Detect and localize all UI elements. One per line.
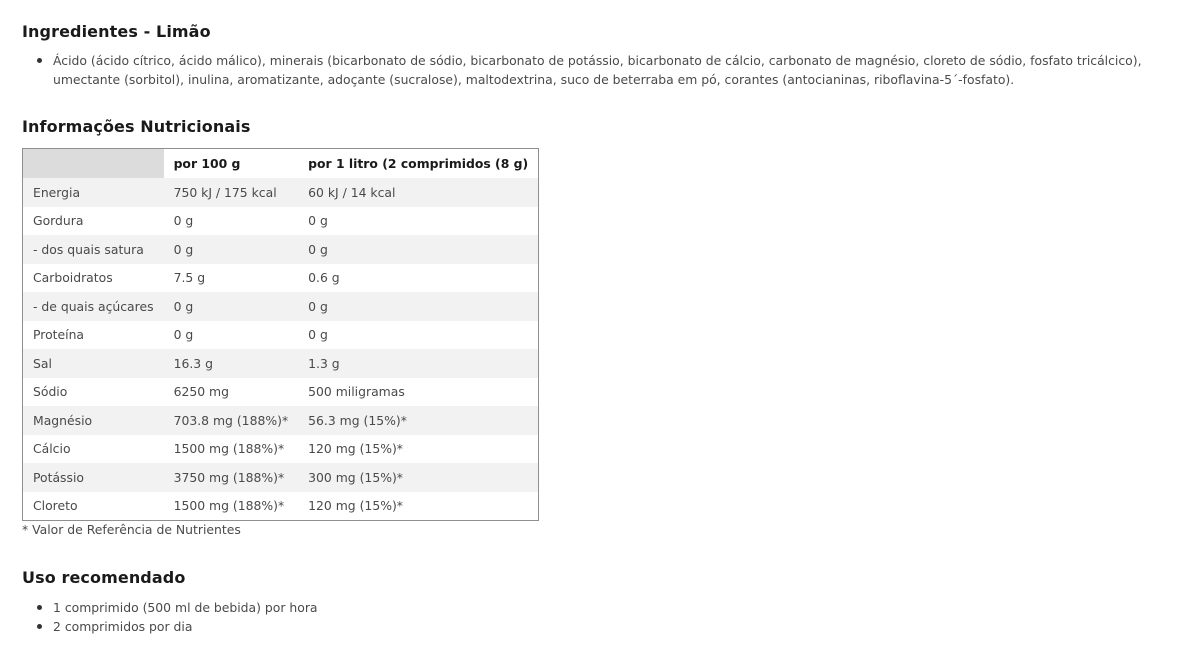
nutrient-per-100g: 6250 mg (164, 378, 299, 407)
usage-list-item: 1 comprimido (500 ml de bebida) por hora (53, 600, 318, 615)
ingredients-list-item: Ácido (ácido cítrico, ácido málico), minerais (bicarbonato de sódio, bicarbonato de potássio, bicarbonato de cálcio, carbonato de magnésio, cloreto de sódio, fosfato tricálcico), umectante (sorbitol), inulina, aromatizante, adoçante (sucralose), maltodextrina, suco de beterraba em pó, corantes (antocianinas, riboflavina-5´-fosfato). (53, 51, 1186, 89)
table-row (23, 321, 539, 350)
nutrition-table (22, 148, 539, 521)
nutrient-name: Potássio (23, 463, 164, 492)
nutrient-per-liter: 0 g (298, 235, 539, 264)
nutrient-per-liter: 120 mg (15%)* (298, 435, 539, 464)
usage-list-item: 2 comprimidos por dia (53, 617, 318, 636)
nutrient-per-100g: 0 g (164, 207, 299, 236)
nutrient-per-100g: 7.5 g (164, 264, 299, 293)
nutrient-per-liter: 120 mg (15%)* (298, 492, 539, 521)
nutrient-name: Sal (23, 349, 164, 378)
table-row (23, 207, 539, 236)
nutrient-per-liter: 0 g (298, 321, 539, 350)
nutrition-table-header-row (23, 149, 539, 179)
nutrient-per-liter: 300 mg (15%)* (298, 463, 539, 492)
table-row (23, 463, 539, 492)
nutrient-per-100g: 1500 mg (188%)* (164, 435, 299, 464)
ingredients-heading: Ingredientes - Limão (22, 22, 211, 41)
table-row (23, 235, 539, 264)
table-row (23, 292, 539, 321)
table-row (23, 406, 539, 435)
table-row (23, 378, 539, 407)
nutrition-footnote: * Valor de Referência de Nutrientes (22, 522, 241, 537)
nutrient-per-100g: 750 kJ / 175 kcal (164, 178, 299, 207)
nutrient-per-liter: 56.3 mg (15%)* (298, 406, 539, 435)
nutrient-per-liter: 0 g (298, 207, 539, 236)
nutrient-name: Gordura (23, 207, 164, 236)
nutrient-per-liter: 500 miligramas (298, 378, 539, 407)
usage-heading: Uso recomendado (22, 568, 186, 587)
nutrient-per-100g: 0 g (164, 292, 299, 321)
nutrient-name: Carboidratos (23, 264, 164, 293)
nutrient-per-100g: 703.8 mg (188%)* (164, 406, 299, 435)
table-row (23, 264, 539, 293)
nutrient-per-100g: 0 g (164, 321, 299, 350)
nutrition-header-per-liter: por 1 litro (2 comprimidos (8 g) (298, 149, 539, 179)
nutrient-per-liter: 1.3 g (298, 349, 539, 378)
nutrition-header-blank (23, 149, 164, 179)
nutrition-header-per-100g: por 100 g (164, 149, 299, 179)
nutrient-name: Proteína (23, 321, 164, 350)
table-row (23, 492, 539, 521)
nutrient-name: Sódio (23, 378, 164, 407)
nutrient-name: Energia (23, 178, 164, 207)
nutrient-per-liter: 60 kJ / 14 kcal (298, 178, 539, 207)
nutrient-per-100g: 0 g (164, 235, 299, 264)
usage-list (22, 598, 318, 636)
nutrient-per-100g: 1500 mg (188%)* (164, 492, 299, 521)
nutrient-per-100g: 16.3 g (164, 349, 299, 378)
nutrient-per-liter: 0.6 g (298, 264, 539, 293)
nutrient-name: - dos quais satura (23, 235, 164, 264)
nutrient-per-liter: 0 g (298, 292, 539, 321)
nutrition-heading: Informações Nutricionais (22, 117, 251, 136)
table-row (23, 178, 539, 207)
table-row (23, 349, 539, 378)
nutrient-name: - de quais açúcares (23, 292, 164, 321)
nutrient-name: Cálcio (23, 435, 164, 464)
table-row (23, 435, 539, 464)
nutrient-per-100g: 3750 mg (188%)* (164, 463, 299, 492)
nutrient-name: Cloreto (23, 492, 164, 521)
ingredients-list (22, 51, 1186, 89)
nutrient-name: Magnésio (23, 406, 164, 435)
